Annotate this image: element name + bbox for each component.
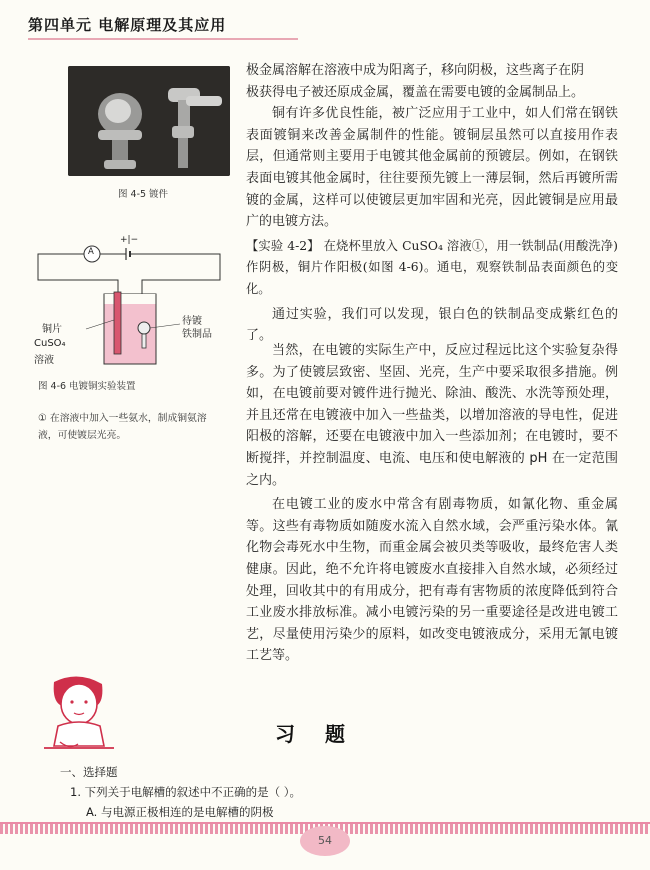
paragraph-observation: 通过实验，我们可以发现，银白色的铁制品变成紫红色的了。 [246,306,618,344]
header-rule [28,38,298,40]
paragraph-continued-2: 极获得电子被还原成金属，覆盖在需要电镀的金属制品上。 [246,84,585,100]
paragraph-continued-1: 极金属溶解在溶液中成为阳离子，移向阴极，这些离子在阴 [246,63,585,78]
solution-label: CuSO₄ [34,338,66,349]
exercises-title: 习题 [275,722,375,746]
solution-label-2: 溶液 [34,355,54,366]
plated-item-label: 待镀 [182,316,202,327]
page-number: 54 [300,826,350,856]
ammeter-label: A [88,247,94,257]
paragraph-production: 当然，在电镀的实际生产中，反应过程远比这个实验复杂得多。为了使镀层致密、坚固、光亮，生产中要采取很多措施。例如，在电镀前要对镀件进行抛光、除油、酸洗、水洗等预处理，并且还常在电镀液中加入一些盐类，以增加溶液的导电性，促进阳极的溶解，还要在电镀液中加入一些添加剂；在电镀时，要不断搅拌，并控制温度、电流、电压和使电解液的 pH 在一定范围之内。 [246,343,618,488]
paragraph-copper-plating: 铜有许多优良性能，被广泛应用于工业中，如人们常在钢铁表面镀铜来改善金属制件的性能。镀铜层虽然可以直接用作表层，但通常则主要用于电镀其他金属前的预镀层。例如，在钢铁表面电镀其他金属时，往往要预先镀上一薄层铜，然后再镀所需镀的金属，这样可以使镀层更加牢固和光亮，因此镀铜是应用最广的电镀方法。 [246,106,618,230]
experiment-4-2: 【实验 4-2】 在烧杯里放入 CuSO₄ 溶液①，用一铁制品(用酸洗净)作阴极，铜片作阳极(如图 4-6)。通电，观察铁制品表面颜色的变化。 [246,238,618,296]
footnote: ① 在溶液中加入一些氨水，制成铜氨溶液，可使镀层光亮。 [38,413,207,441]
question-1-option-a: A. 与电源正极相连的是电解槽的阴极 [86,805,274,819]
paragraph-pollution: 在电镀工业的废水中常含有剧毒物质，如氰化物、重金属等。这些有毒物质如随废水流入自然水域，会严重污染水体。氰化物会毒死水中生物，而重金属会被贝类等吸收，最终危害人类健康。因此，绝不允许将电镀废水直接排入自然水域，必须经过处理，回收其中的有用成分，把有毒有害物质的浓度降低到符合工业废水排放标准。减小电镀污染的另一重要途径是改进电镀工艺，尽量使用污染少的原料，如改变电镀液成分，采用无氰电镀工艺等。 [246,497,618,664]
fig46-caption: 图 4-6 电镀铜实验装置 [38,381,136,392]
question-1: 1. 下列关于电解槽的叙述中不正确的是（ ）。 [70,785,302,799]
unit-header: 第四单元 电解原理及其应用 [28,16,227,34]
footer-rule [0,822,650,824]
fig45-caption: 图 4-5 镀件 [118,189,169,200]
copper-sheet-label: 铜片 [42,324,62,335]
plated-items-photo [68,66,230,176]
polarity-label: +|− [120,235,139,245]
plated-item-label-2: 铁制品 [182,329,212,340]
section-multiple-choice: 一、选择题 [60,765,118,779]
electroplating-apparatus-diagram [20,232,235,372]
